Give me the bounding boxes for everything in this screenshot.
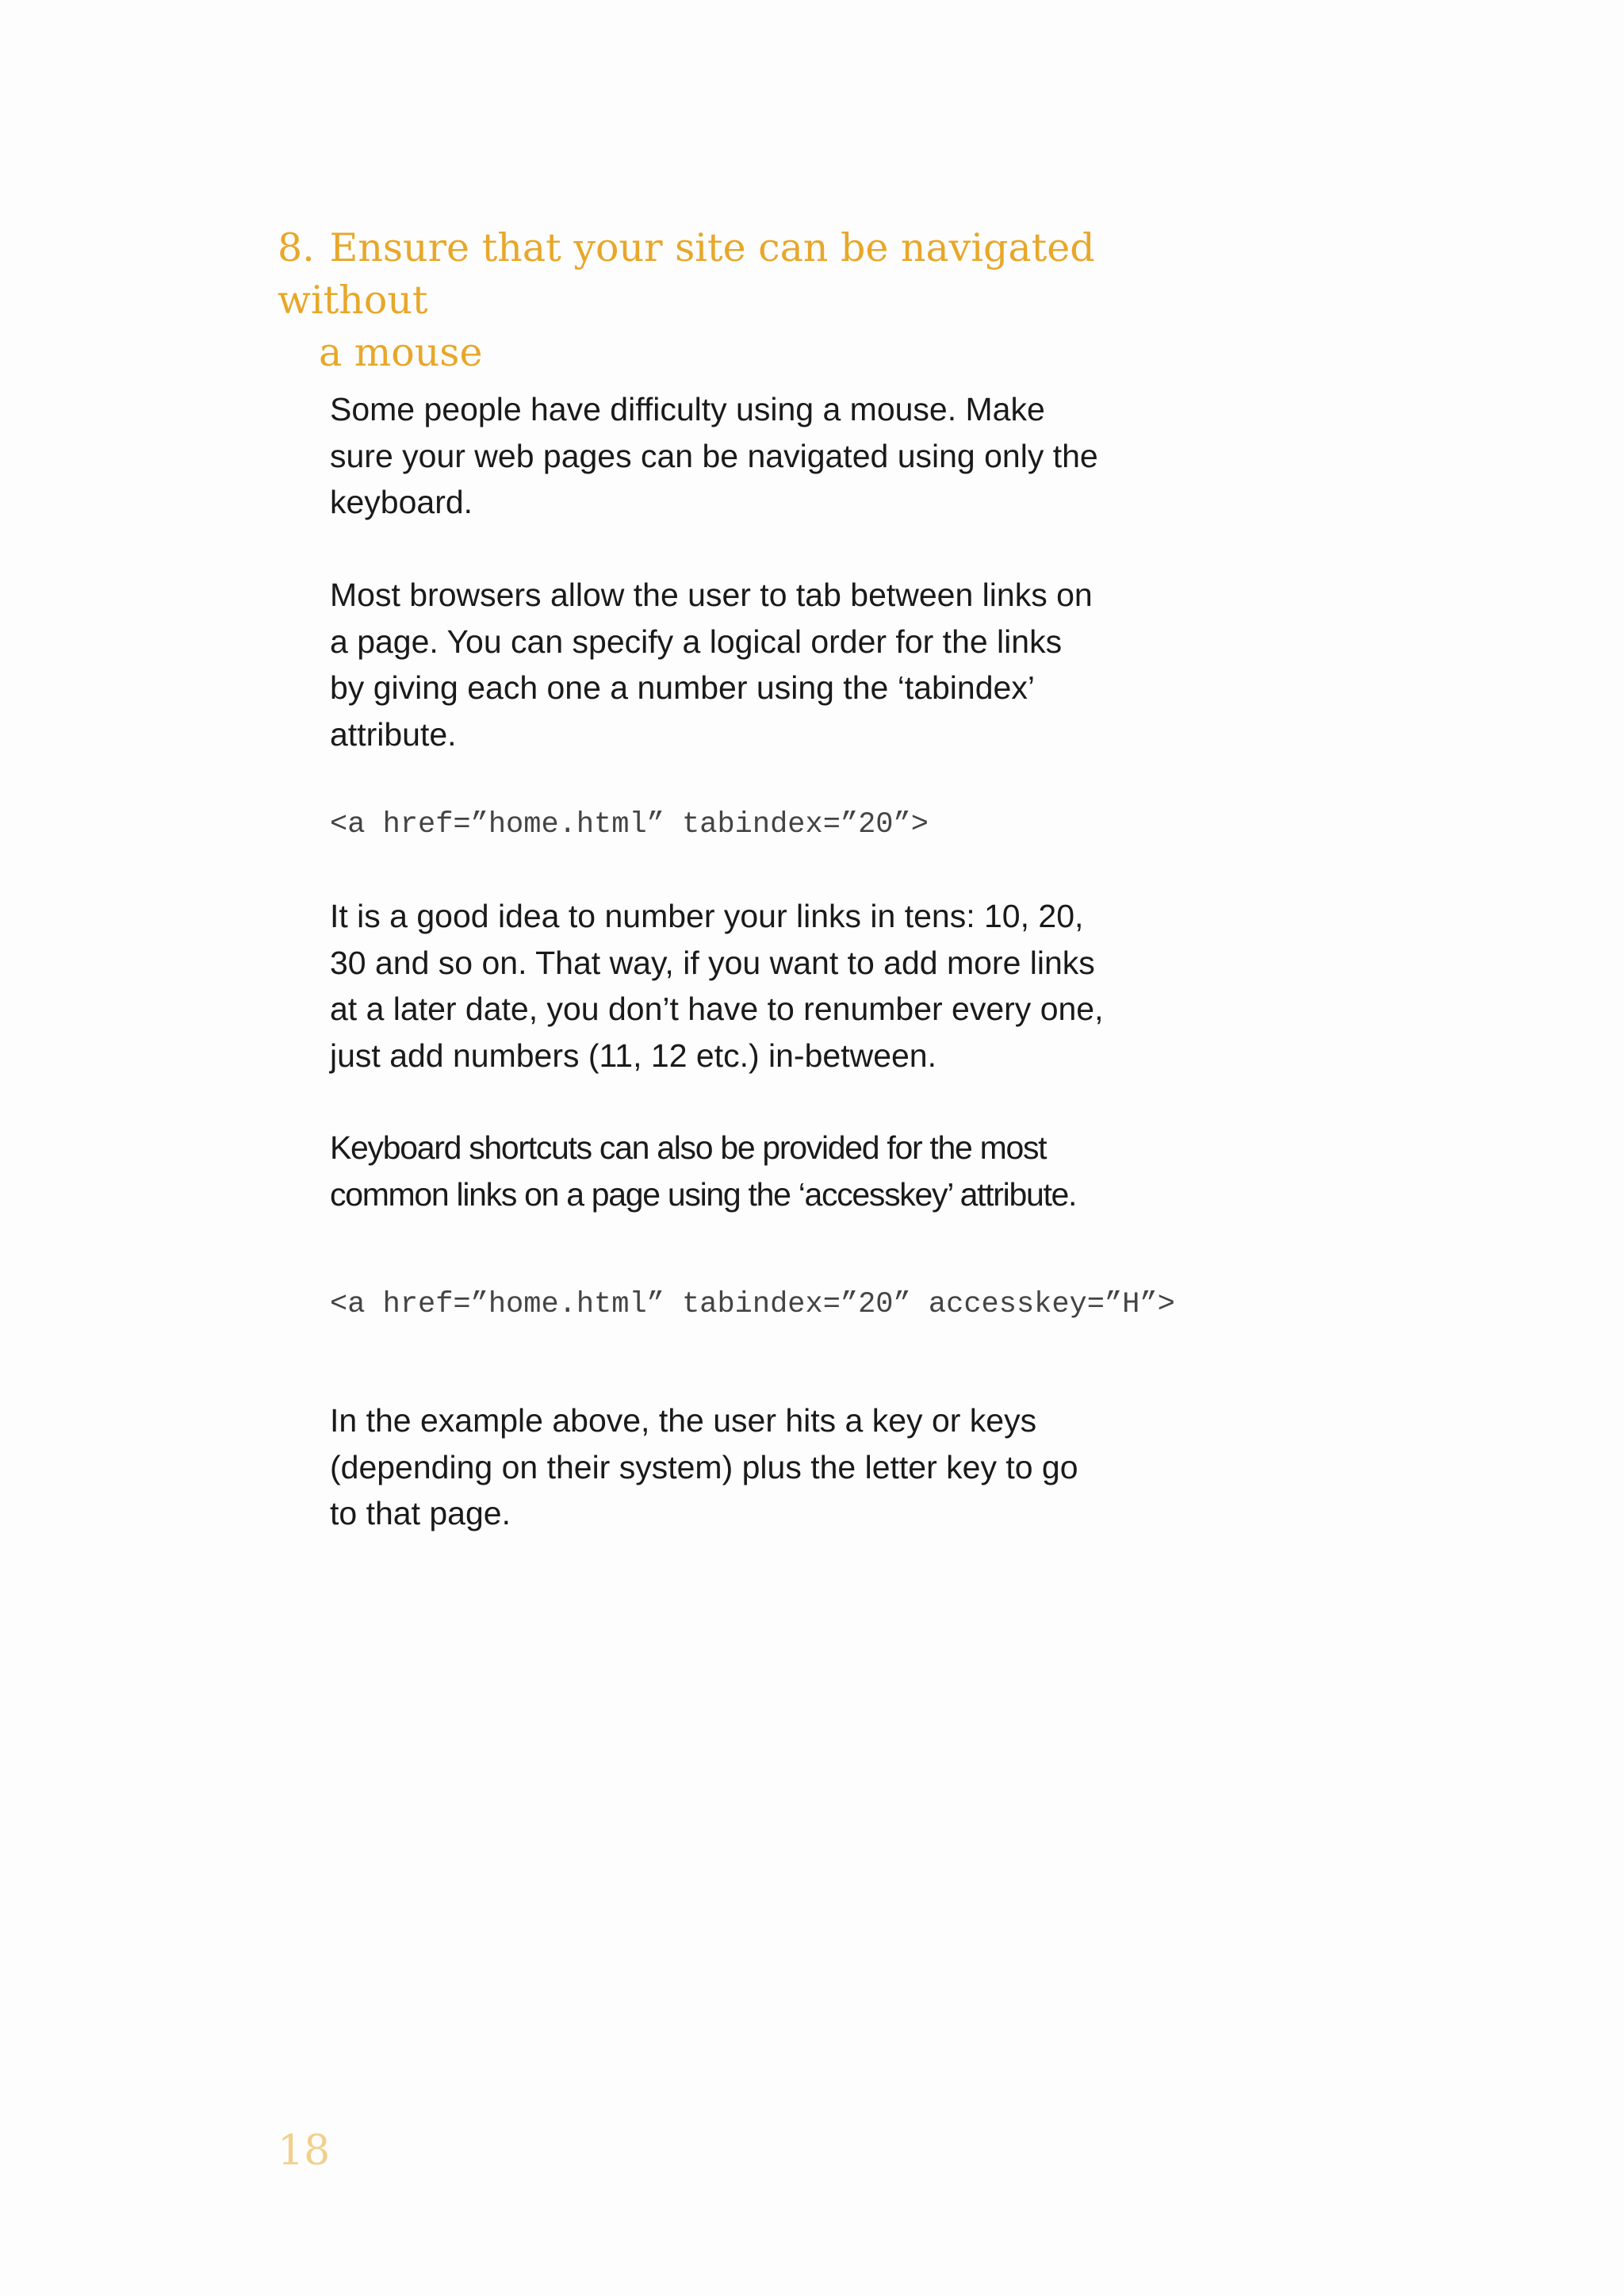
heading-line-1: Ensure that your site can be navigated without (278, 225, 1095, 323)
code-example-accesskey: <a href=”home.html” tabindex=”20” accesskey=”H”> (330, 1288, 1175, 1321)
text-line: 30 and so on. That way, if you want to add more links (330, 944, 1095, 981)
text-line: just add numbers (11, 12 etc.) in-between. (330, 1037, 936, 1074)
text-line: common links on a page using the ‘accesskey’ attribute. (330, 1175, 1077, 1213)
paragraph-numbering-links (330, 893, 1123, 1079)
paragraph-keyboard-shortcuts (330, 1125, 1123, 1217)
text-line: to that page. (330, 1495, 511, 1531)
paragraph-mouse-difficulty (330, 386, 1123, 526)
code-example-tabindex: <a href=”home.html” tabindex=”20”> (330, 808, 929, 841)
text-line: sure your web pages can be navigated using only the (330, 437, 1098, 474)
paragraph-accesskey-usage (330, 1397, 1123, 1537)
text-line: attribute. (330, 715, 457, 753)
text-line: a page. You can specify a logical order for the links (330, 623, 1063, 660)
text-line: In the example above, the user hits a key or keys (330, 1402, 1037, 1439)
text-line: by giving each one a number using the ‘tabindex’ (330, 669, 1035, 706)
text-line: It is a good idea to number your links in tens: 10, 20, (330, 898, 1084, 934)
section-heading (278, 222, 1150, 379)
page-number: 18 (278, 2127, 331, 2175)
text-line: keyboard. (330, 484, 473, 520)
text-line: Some people have difficulty using a mouse. Make (330, 391, 1045, 427)
section-number: 8. (278, 225, 315, 270)
text-line: Keyboard shortcuts can also be provided for the most (330, 1129, 1047, 1166)
text-line: Most browsers allow the user to tab between links on (330, 577, 1093, 613)
paragraph-tab-order (330, 572, 1123, 757)
heading-line-2: a mouse (319, 330, 483, 375)
text-line: at a later date, you don’t have to renumber every one, (330, 991, 1104, 1027)
text-line: (depending on their system) plus the letter key to go (330, 1448, 1078, 1485)
